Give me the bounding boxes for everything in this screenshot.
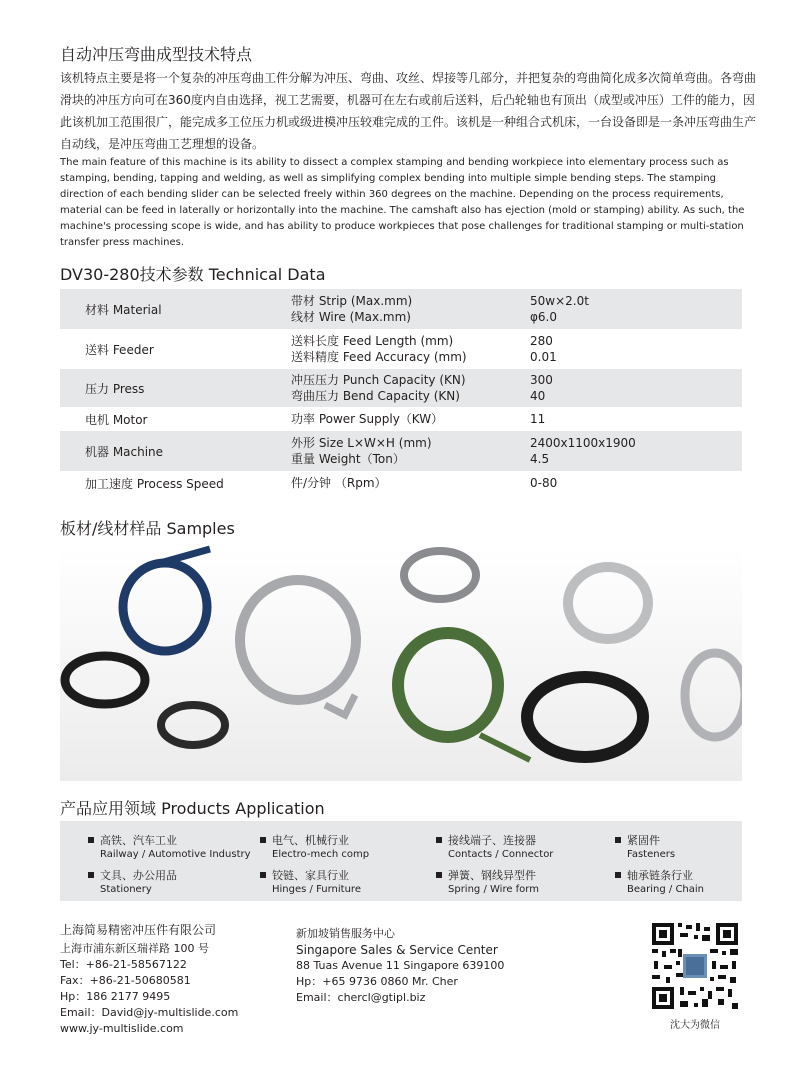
tech-values — [530, 369, 553, 407]
qr-caption: 沈大为微信 — [670, 1020, 720, 1031]
bullet-icon — [615, 837, 621, 843]
intro-en-line: direction of each bending slider can be selected freely within 360 degrees on the machine. Depending on the process requirements, — [60, 189, 724, 200]
contact-shanghai — [60, 922, 238, 1037]
bullet-icon — [436, 872, 442, 878]
application-zh: 铰链、家具行业 — [272, 869, 349, 882]
table-row — [60, 369, 742, 407]
application-zh: 接线端子、连接器 — [448, 834, 536, 847]
application-item — [615, 833, 775, 862]
application-panel — [60, 821, 742, 901]
tech-value: 300 — [530, 373, 553, 387]
application-en: Hinges / Furniture — [272, 884, 361, 895]
tech-param: 功率 Power Supply（KW） — [291, 412, 444, 426]
intro-title-zh: 自动冲压弯曲成型技术特点 — [60, 45, 253, 64]
wechat-qr-code — [650, 921, 740, 1011]
application-item — [88, 833, 251, 862]
tech-param: 带材 Strip (Max.mm) — [291, 294, 413, 308]
tech-param: 送料精度 Feed Accuracy (mm) — [291, 350, 467, 364]
bullet-icon — [436, 837, 442, 843]
tech-item: 材料 Material — [85, 302, 162, 317]
application-item — [436, 868, 596, 897]
bullet-icon — [260, 872, 266, 878]
intro-zh-line: 滑块的冲压方向可在360度内自由选择，视工艺需要，机器可在左右或前后送料，后凸轮轴也有顶出（成型或冲压）工件的能力，因 — [60, 93, 755, 107]
application-en: Spring / Wire form — [448, 884, 539, 895]
table-row — [60, 431, 742, 471]
table-row — [60, 471, 742, 495]
tech-params — [291, 289, 412, 329]
tech-param: 重量 Weight（Ton） — [291, 452, 405, 466]
bullet-icon — [615, 872, 621, 878]
bullet-icon — [88, 837, 94, 843]
table-row — [60, 289, 742, 329]
intro-paragraph-en — [60, 155, 750, 251]
tech-item: 电机 Motor — [85, 412, 148, 427]
tech-param: 件/分钟 （Rpm） — [291, 476, 387, 490]
tech-param: 冲压压力 Punch Capacity (KN) — [291, 373, 466, 387]
company-hp: Hp：186 2177 9495 — [60, 990, 171, 1003]
intro-en-line: stamping, bending, tapping and welding, as well as simplifying complex bending into multiple simple bending steps. The stamping — [60, 173, 717, 184]
tech-item: 压力 Press — [85, 381, 145, 396]
tech-values — [530, 289, 589, 329]
intro-en-line: machine's processing scope is wide, and has ability to produce workpieces that pose challenges for traditional stamping or multi-station — [60, 221, 744, 232]
tech-params — [291, 431, 432, 471]
company-address: 上海市浦东新区瑞祥路 100 号 — [60, 942, 209, 955]
company-website[interactable]: www.jy-multislide.com — [60, 1022, 184, 1035]
tech-values — [530, 329, 557, 369]
application-item — [260, 833, 420, 862]
intro-paragraph-zh — [60, 67, 757, 155]
tech-title: DV30-280技术参数 Technical Data — [60, 265, 326, 284]
sg-address: 88 Tuas Avenue 11 Singapore 639100 — [296, 959, 505, 972]
tech-params — [291, 407, 443, 431]
company-fax: Fax：+86-21-50680581 — [60, 974, 191, 987]
tech-value: 11 — [530, 412, 546, 426]
intro-en-line: transfer press machines. — [60, 237, 185, 248]
application-zh: 文具、办公用品 — [100, 869, 177, 882]
tech-value: 4.5 — [530, 452, 550, 466]
contact-singapore — [296, 926, 504, 1006]
intro-en-line: The main feature of this machine is its ability to dissect a complex stamping and bending workpiece into elementary process such as — [60, 157, 729, 168]
intro-en-line: material can be feed in laterally or horizontally into the machine. The camshaft also has ejection (mold or stamping) ability. As such, the — [60, 205, 745, 216]
tech-value: 280 — [530, 334, 553, 348]
application-item — [615, 868, 775, 897]
application-en: Bearing / Chain — [627, 884, 705, 895]
tech-values — [530, 407, 545, 431]
company-email[interactable]: Email：David@jy-multislide.com — [60, 1006, 239, 1019]
sg-email[interactable]: Email：chercl@gtipl.biz — [296, 991, 426, 1004]
intro-zh-line: 此该机加工范围很广，能完成多工位压力机或级进模冲压较难完成的工件。该机是一种组合式机床，一台设备即是一条冲压弯曲生产 — [60, 115, 757, 129]
sg-title-zh: 新加坡销售服务中心 — [296, 927, 395, 940]
application-en: Electro-mech comp — [272, 849, 370, 860]
tech-params — [291, 471, 387, 495]
application-en: Contacts / Connector — [448, 849, 554, 860]
table-row — [60, 407, 742, 431]
tech-param: 送料长度 Feed Length (mm) — [291, 334, 454, 348]
application-zh: 弹簧、钢线异型件 — [448, 869, 536, 882]
tech-values — [530, 471, 557, 495]
tech-param: 弯曲压力 Bend Capacity (KN) — [291, 389, 460, 403]
application-en: Railway / Automotive Industry — [100, 849, 251, 860]
tech-value: 40 — [530, 389, 546, 403]
company-tel: Tel：+86-21-58567122 — [60, 958, 187, 971]
tech-item: 机器 Machine — [85, 444, 164, 459]
application-title: 产品应用领域 Products Application — [60, 799, 325, 818]
application-item — [436, 833, 596, 862]
company-name: 上海简易精密冲压件有限公司 — [60, 923, 217, 937]
intro-zh-line: 自动线，是冲压弯曲工艺理想的设备。 — [60, 137, 265, 151]
tech-value: 0-80 — [530, 476, 558, 490]
samples-title: 板材/线材样品 Samples — [60, 519, 235, 538]
tech-table — [60, 289, 742, 495]
tech-param: 线材 Wire (Max.mm) — [291, 310, 411, 324]
tech-value: 50w×2.0t — [530, 294, 589, 308]
qr-code-icon — [650, 921, 740, 1011]
tech-params — [291, 329, 467, 369]
application-en: Fasteners — [627, 849, 676, 860]
application-zh: 电气、机械行业 — [272, 834, 349, 847]
bullet-icon — [260, 837, 266, 843]
sg-title-en: Singapore Sales & Service Center — [296, 943, 498, 957]
application-en: Stationery — [100, 884, 152, 895]
bullet-icon — [88, 872, 94, 878]
tech-item: 加工速度 Process Speed — [85, 476, 224, 491]
application-zh: 轴承链条行业 — [627, 869, 693, 882]
samples-photo — [60, 545, 742, 781]
tech-value: 0.01 — [530, 350, 557, 364]
tech-value: 2400x1100x1900 — [530, 436, 636, 450]
tech-values — [530, 431, 636, 471]
tech-param: 外形 Size L×W×H (mm) — [291, 436, 432, 450]
table-row — [60, 329, 742, 369]
tech-params — [291, 369, 466, 407]
tech-value: φ6.0 — [530, 310, 557, 324]
application-item — [260, 868, 420, 897]
application-item — [88, 868, 248, 897]
application-zh: 紧固件 — [627, 834, 660, 847]
hose-clamps-image — [60, 545, 742, 781]
intro-zh-line: 该机特点主要是将一个复杂的冲压弯曲工件分解为冲压、弯曲、攻丝、焊接等几部分，并把复杂的弯曲简化成多次简单弯曲。各弯曲 — [60, 71, 757, 85]
application-zh: 高铁、汽车工业 — [100, 834, 177, 847]
sg-hp: Hp：+65 9736 0860 Mr. Cher — [296, 975, 458, 988]
tech-item: 送料 Feeder — [85, 342, 154, 357]
